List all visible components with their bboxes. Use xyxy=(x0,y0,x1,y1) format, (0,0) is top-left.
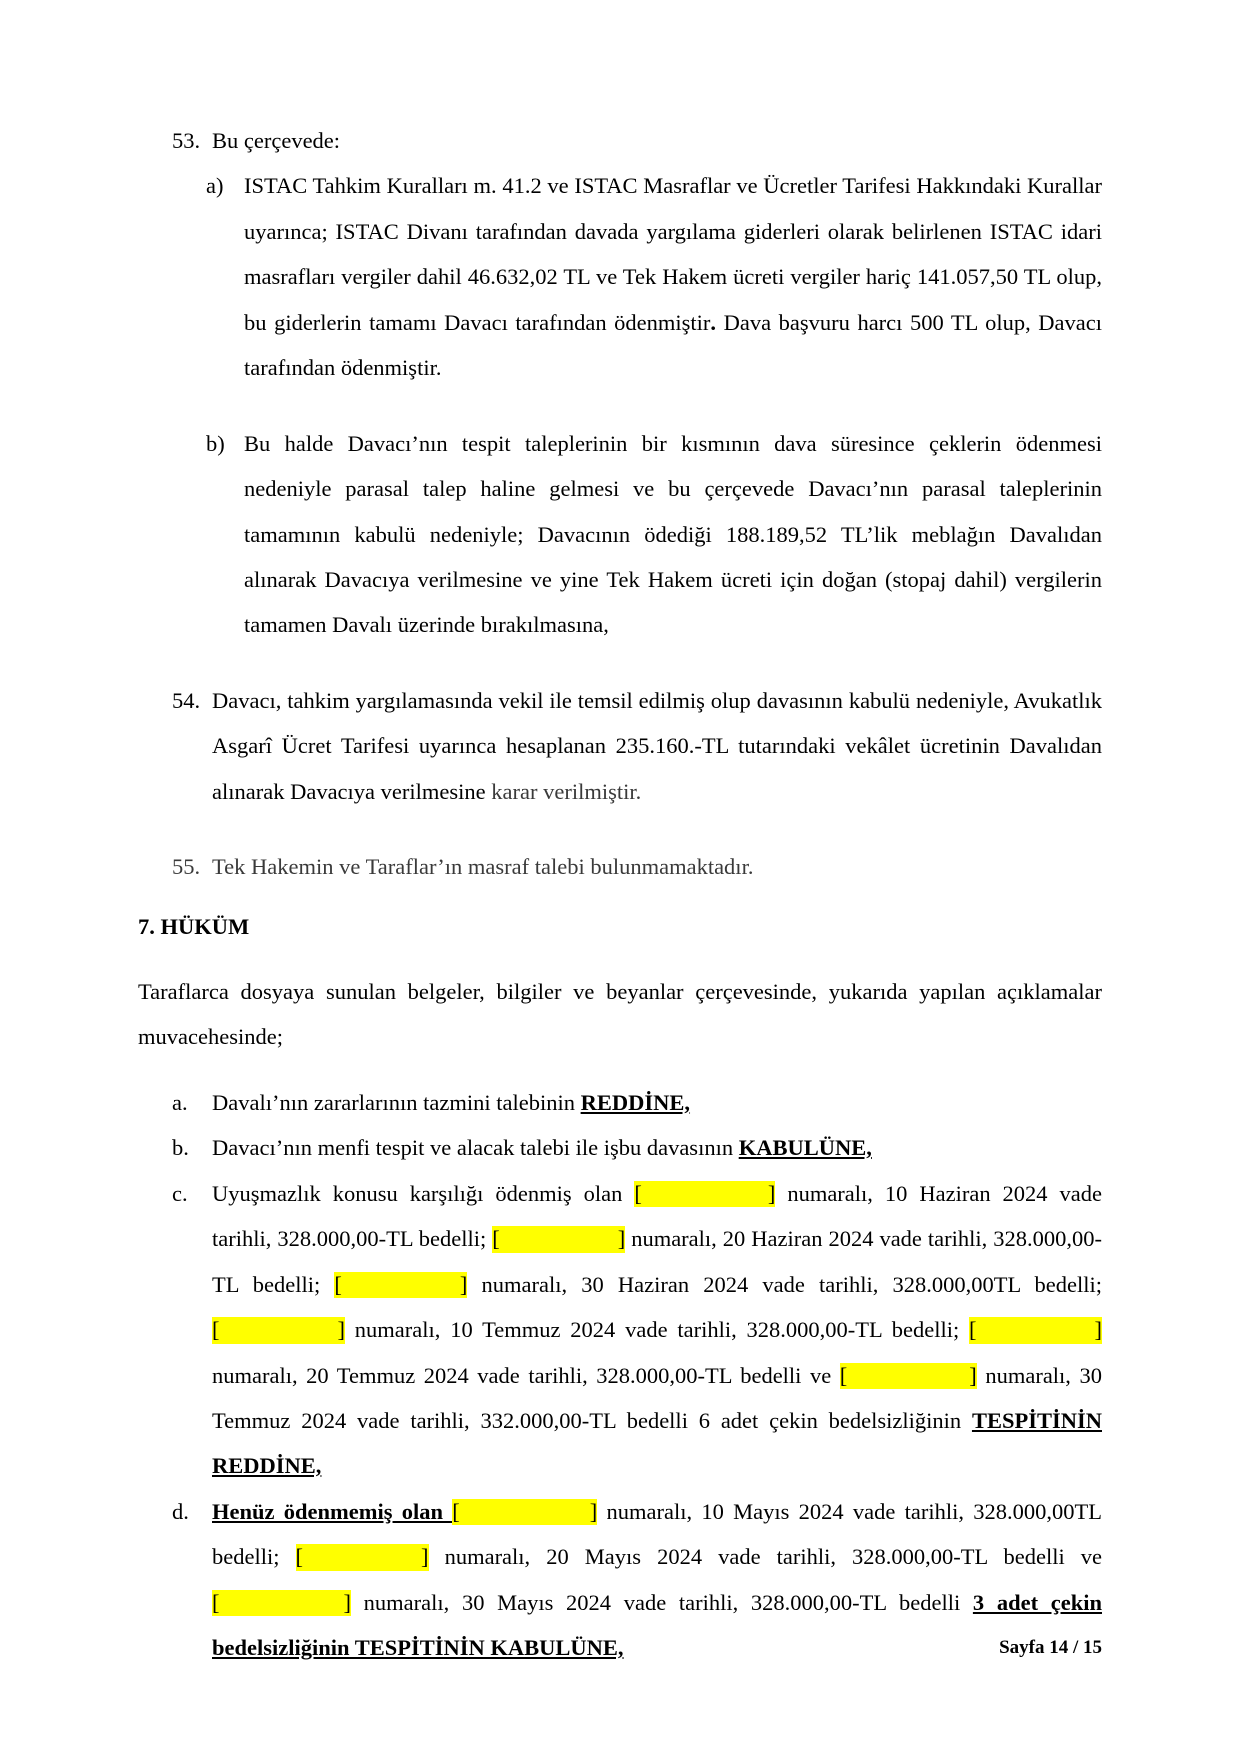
list-item-53a-bold-period: . xyxy=(710,309,717,335)
ruling-segment-text: numaralı, 20 Haziran 2024 vade tarihli, 328.000,00-TL bedelli; xyxy=(212,1226,1102,1297)
bracket-close: ] xyxy=(337,1317,345,1343)
spacer xyxy=(138,949,1102,969)
bracket-close: ] xyxy=(589,1498,598,1524)
list-marker-55: 55. xyxy=(172,854,201,880)
hukum-intro-paragraph: Taraflarca dosyaya sunulan belgeler, bilgiler ve beyanlar çerçevesinde, yukarıda yapılan açıklamalar muvacehesinde; xyxy=(138,979,1102,1050)
list-item-55-text: Tek Hakemin ve Taraflar’ın masraf talebi bulunmamaktadır. xyxy=(212,854,754,880)
ruling-segment-text: numaralı, 20 Mayıs 2024 vade tarihli, 328.000,00-TL bedelli ve xyxy=(428,1544,1102,1570)
ruling-a-body: Davalı’nın zararlarının tazmini talebinin xyxy=(212,1089,581,1115)
list-marker-53: 53. xyxy=(172,128,201,153)
list-marker-54: 54. xyxy=(172,687,201,713)
bracket-open: [ xyxy=(969,1317,977,1343)
bracket-close: ] xyxy=(767,1180,776,1206)
ruling-c-lead: Uyuşmazlık konusu karşılığı ödenmiş olan xyxy=(212,1180,635,1206)
ruling-item-d-text xyxy=(212,1489,1102,1671)
list-item-53a-part1: ISTAC Tahkim Kuralları m. 41.2 ve ISTAC Masraflar ve Ücretler Tarifesi Hakkındaki Kurallar uyarınca; ISTAC Divanı tarafından davada yargılama giderleri olarak belirlenen ISTAC idari masrafları vergiler dahil 46.632,02 TL ve Tek Hakem ücreti vergiler hariç 141.057,50 TL olup, bu giderlerin tamamı Davacı tarafından ödenmiştir xyxy=(244,173,1102,335)
list-item-54 xyxy=(138,678,1102,814)
spacer xyxy=(138,391,1102,421)
ruling-marker-b: b. xyxy=(172,1135,189,1161)
ruling-segment-text: numaralı, 30 Haziran 2024 vade tarihli, 328.000,00TL bedelli; xyxy=(467,1271,1102,1297)
ruling-item-b-text xyxy=(212,1125,1102,1170)
ruling-a-emphasis: REDDİNE, xyxy=(580,1089,691,1115)
bracket-open: [ xyxy=(452,1498,460,1524)
redacted-check-number xyxy=(452,1499,597,1526)
ruling-marker-d: d. xyxy=(172,1498,189,1524)
ruling-segment-text: numaralı, 20 Temmuz 2024 vade tarihli, 328.000,00-TL bedelli ve xyxy=(212,1362,840,1388)
bracket-close: ] xyxy=(343,1589,351,1615)
ruling-d-lead-emphasis: Henüz ödenmemiş olan xyxy=(212,1498,453,1524)
ruling-item-a xyxy=(138,1080,1102,1125)
ruling-segment-text: numaralı, 30 Mayıs 2024 vade tarihli, 328.000,00-TL bedelli xyxy=(351,1589,973,1615)
ruling-item-a-text xyxy=(212,1080,1102,1125)
bracket-open: [ xyxy=(212,1317,220,1343)
list-item-54-tail: karar verilmiştir. xyxy=(491,778,642,804)
list-marker-53a: a) xyxy=(206,173,224,199)
bracket-close: ] xyxy=(969,1362,977,1388)
list-item-53 xyxy=(138,118,1102,163)
list-item-53b-text: Bu halde Davacı’nın tespit taleplerinin bir kısmının dava süresince çeklerin ödenmesi nedeniyle parasal talep haline gelmesi ve bu çerçevede Davacı’nın parasal taleplerinin tamamının kabulü nedeniyle; Davacının ödediği 188.189,52 TL’lik meblağın Davalıdan alınarak Davacıya verilmesine ve yine Tek Hakem ücreti için doğan (stopaj dahil) vergilerin tamamen Davalı üzerinde bırakılmasına, xyxy=(244,430,1102,638)
bracket-open: [ xyxy=(295,1544,304,1570)
ruling-b-emphasis: KABULÜNE, xyxy=(738,1135,872,1161)
section-heading-hukum: 7. HÜKÜM xyxy=(138,913,250,939)
ruling-d-emphasis-1: 3 adet çekin xyxy=(972,1589,1102,1615)
redacted-check-number xyxy=(840,1363,977,1390)
bracket-open: [ xyxy=(634,1180,642,1206)
ruling-marker-c: c. xyxy=(172,1180,188,1206)
redacted-check-number xyxy=(296,1544,429,1571)
bracket-open: [ xyxy=(212,1589,220,1615)
list-item-53a-part2: Dava başvuru harcı 500 TL olup, Davacı tarafından ödenmiştir. xyxy=(244,309,1103,381)
list-item-54-main: Davacı, tahkim yargılamasında vekil ile temsil edilmiş olup davasının kabulü nedeniyle, Avukatlık Asgarî Ücret Tarifesi uyarınca hesaplanan 235.160.-TL tutarındaki vekâlet ücretinin Davalıdan alınarak Davacıya verilmesine xyxy=(212,687,1102,804)
ruling-d-emphasis-2: bedelsizliğinin TESPİTİNİN KABULÜNE, xyxy=(212,1635,624,1661)
ruling-c-segments xyxy=(212,1181,1102,1433)
ruling-segment-text: numaralı, 10 Mayıs 2024 vade tarihli, 328.000,00TL bedelli; xyxy=(212,1498,1102,1570)
bracket-close: ] xyxy=(459,1271,468,1297)
ruling-segment-text: numaralı, 10 Haziran 2024 vade tarihli, 328.000,00-TL bedelli; xyxy=(212,1180,1102,1252)
list-marker-53b: b) xyxy=(206,430,225,456)
list-item-54-text xyxy=(212,678,1102,814)
redacted-check-number xyxy=(634,1181,775,1208)
list-item-53b xyxy=(138,421,1102,648)
redacted-check-number xyxy=(334,1272,467,1299)
bracket-close: ] xyxy=(1094,1317,1102,1343)
spacer xyxy=(138,814,1102,844)
bracket-close: ] xyxy=(617,1226,626,1252)
ruling-item-c xyxy=(138,1171,1102,1489)
bracket-open: [ xyxy=(492,1226,500,1252)
ruling-item-d xyxy=(138,1489,1102,1671)
bracket-open: [ xyxy=(839,1362,848,1388)
redacted-check-number xyxy=(212,1317,345,1344)
ruling-item-b xyxy=(138,1125,1102,1170)
redacted-check-number xyxy=(212,1590,351,1617)
document-body xyxy=(138,118,1102,1671)
redacted-check-number xyxy=(969,1317,1102,1344)
ruling-item-c-text xyxy=(212,1171,1102,1489)
ruling-marker-a: a. xyxy=(172,1089,188,1115)
spacer xyxy=(138,1060,1102,1080)
bracket-open: [ xyxy=(334,1271,342,1297)
bracket-close: ] xyxy=(421,1544,429,1570)
list-item-53a xyxy=(138,163,1102,390)
spacer xyxy=(138,648,1102,678)
list-item-53-text: Bu çerçevede: xyxy=(212,128,341,153)
list-item-55 xyxy=(138,844,1102,889)
ruling-segment-text: numaralı, 30 Temmuz 2024 vade tarihli, 332.000,00-TL bedelli 6 adet çekin bedelsizliğinin xyxy=(212,1362,1102,1433)
page-footer: Sayfa 14 / 15 xyxy=(999,1637,1102,1658)
ruling-segment-text: numaralı, 10 Temmuz 2024 vade tarihli, 328.000,00-TL bedelli; xyxy=(345,1317,969,1343)
redacted-check-number xyxy=(492,1226,625,1253)
list-item-53a-text xyxy=(244,163,1102,390)
ruling-c-emphasis: TESPİTİNİN REDDİNE, xyxy=(212,1407,1102,1479)
ruling-b-body: Davacı’nın menfi tespit ve alacak talebi ile işbu davasının xyxy=(212,1135,739,1161)
